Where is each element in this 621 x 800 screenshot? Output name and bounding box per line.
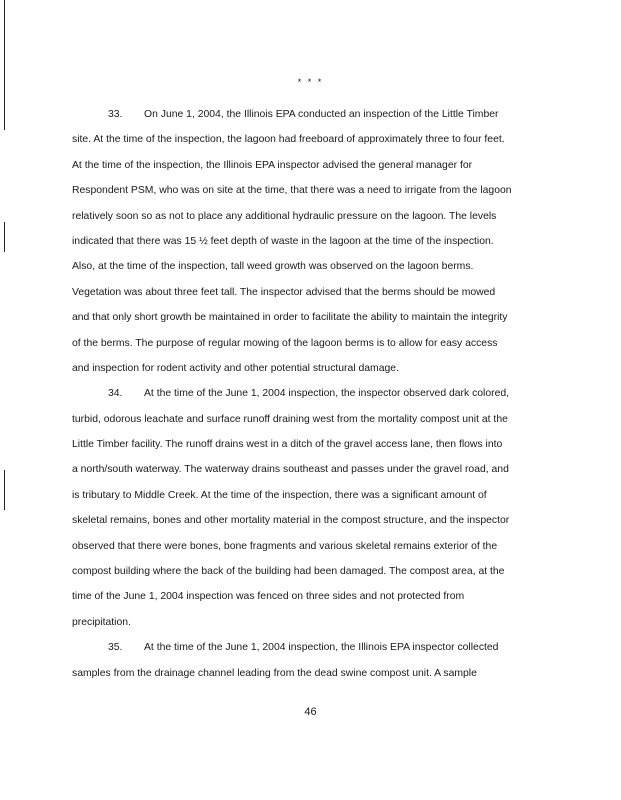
text-line [72,381,542,406]
text-line [72,331,542,356]
section-marker: * * * [297,77,324,87]
line-text: precipitation. [72,616,131,628]
paragraph-number: 34. [108,388,123,400]
text-line [72,584,542,609]
line-text: Vegetation was about three feet tall. The inspector advised that the berms should be mowed [72,286,496,298]
text-line [72,407,542,432]
line-text: At the time of the inspection, the Illinois EPA inspector advised the general manager for [72,159,473,171]
line-text: site. At the time of the inspection, the lagoon had freeboard of approximately three to four feet. [72,134,505,146]
body-text [72,102,542,686]
line-text: observed that there were bones, bone fragments and various skeletal remains exterior of the [72,540,498,552]
scan-edge-line [4,222,5,252]
text-line [72,229,542,254]
line-text: relatively soon so as not to place any additional hydraulic pressure on the lagoon. The levels [72,210,497,222]
text-line [72,635,542,660]
line-text: At the time of the June 1, 2004 inspection, the inspector observed dark colored, [144,388,510,400]
text-line [72,534,542,559]
text-line [72,178,542,203]
text-line [72,280,542,305]
text-line [72,127,542,152]
text-line [72,457,542,482]
text-line [72,305,542,330]
text-line [72,254,542,279]
line-text: skeletal remains, bones and other mortality material in the compost structure, and the inspector [72,515,510,527]
text-line [72,483,542,508]
text-line [72,559,542,584]
line-text: and inspection for rodent activity and other potential structural damage. [72,362,399,374]
text-line [72,102,542,127]
line-text: is tributary to Middle Creek. At the time of the inspection, there was a significant amount of [72,489,487,501]
line-text: indicated that there was 15 ½ feet depth of waste in the lagoon at the time of the inspection. [72,235,494,247]
scan-edge-line [4,470,5,510]
line-text: samples from the drainage channel leading from the dead swine compost unit. A sample [72,667,477,679]
line-text: Respondent PSM, who was on site at the time, that there was a need to irrigate from the lagoon [72,185,512,197]
text-line [72,432,542,457]
text-line [72,610,542,635]
line-text: turbid, odorous leachate and surface runoff draining west from the mortality compost unit at the [72,413,508,425]
line-text: of the berms. The purpose of regular mowing of the lagoon berms is to allow for easy access [72,337,498,349]
scan-edge-line [4,0,5,130]
line-text: Also, at the time of the inspection, tall weed growth was observed on the lagoon berms. [72,261,474,273]
line-text: Little Timber facility. The runoff drains west in a ditch of the gravel access lane, then flows into [72,439,503,451]
line-text: On June 1, 2004, the Illinois EPA conducted an inspection of the Little Timber [144,109,499,120]
line-text: and that only short growth be maintained in order to facilitate the ability to maintain the integrity [72,312,508,324]
text-line [72,153,542,178]
page-number: 46 [304,706,317,718]
line-text: time of the June 1, 2004 inspection was fenced on three sides and not protected from [72,591,465,603]
line-text: At the time of the June 1, 2004 inspection, the Illinois EPA inspector collected [144,642,499,654]
text-line [72,204,542,229]
paragraph-number: 35. [108,642,123,654]
text-line [72,508,542,533]
line-text: compost building where the back of the building had been damaged. The compost area, at the [72,566,505,578]
line-text: a north/south waterway. The waterway drains southeast and passes under the gravel road, and [72,464,509,476]
paragraph-number: 33. [108,109,123,120]
text-line [72,356,542,381]
text-line [72,661,542,686]
